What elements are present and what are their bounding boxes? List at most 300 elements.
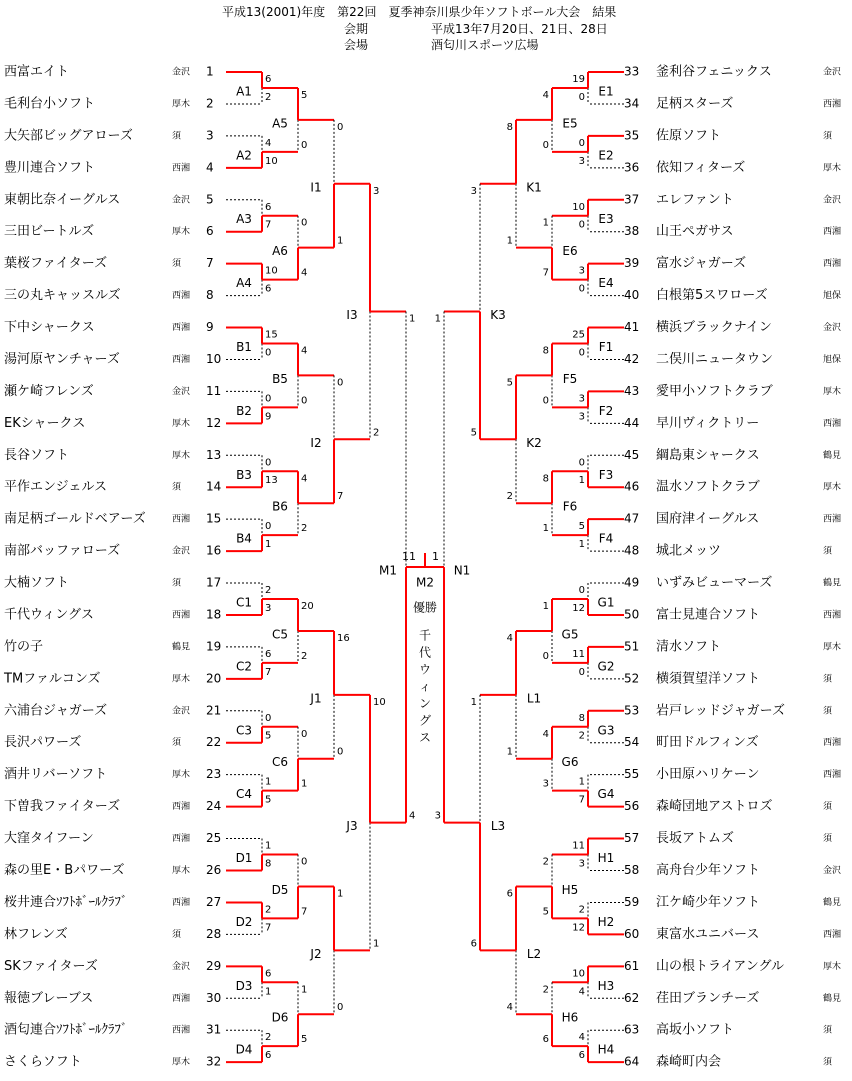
- team-area: 須: [172, 482, 182, 493]
- match-label: E3: [598, 212, 614, 227]
- match-score: 8: [542, 473, 549, 485]
- match-score: 8: [506, 121, 513, 133]
- team-area: 須: [172, 929, 182, 940]
- match-label: B4: [236, 531, 252, 546]
- team-name: 毛利台小ソフト: [4, 96, 96, 112]
- team-number: 11: [206, 383, 222, 398]
- team-number: 22: [206, 735, 222, 750]
- team-name: 西富エイト: [4, 64, 70, 80]
- match-score: 10: [572, 201, 585, 213]
- match-score: 1: [301, 984, 308, 996]
- team-name: 長谷ソフト: [4, 447, 70, 463]
- champion-name-char: ウ: [418, 662, 432, 677]
- team-area: 須: [823, 802, 833, 813]
- match-score: 9: [265, 411, 272, 423]
- team-name: 葉桜ファイターズ: [4, 256, 108, 272]
- team-name: 竹の子: [4, 639, 44, 655]
- team-area: 須: [823, 834, 833, 845]
- match-score: 6: [470, 938, 477, 950]
- team-number: 32: [206, 1054, 222, 1069]
- match-score: 4: [578, 986, 585, 998]
- team-area: 西湘: [823, 99, 842, 110]
- match-score: 1: [434, 313, 441, 325]
- match-label: H1: [597, 851, 615, 866]
- team-number: 36: [624, 160, 640, 175]
- match-score: 12: [572, 922, 585, 934]
- match-score: 0: [578, 666, 585, 678]
- team-name: 下中シャークス: [4, 320, 95, 336]
- match-score: 1: [265, 539, 272, 551]
- team-area: 厚木: [172, 227, 191, 238]
- team-number: 34: [624, 96, 640, 111]
- match-score: 0: [301, 728, 308, 740]
- match-score: 0: [265, 712, 272, 724]
- team-name: 清水ソフト: [656, 639, 722, 655]
- team-number: 62: [624, 990, 640, 1005]
- match-score: 6: [265, 283, 272, 295]
- team-name: 山王ペガサス: [656, 224, 734, 240]
- venue-label: 会場: [344, 38, 369, 52]
- match-score: 11: [572, 648, 585, 660]
- team-area: 鶴見: [823, 450, 842, 461]
- match-label: C2: [235, 659, 253, 674]
- match-score: 0: [265, 521, 272, 533]
- match-label: A2: [236, 148, 252, 163]
- match-score: 8: [578, 712, 585, 724]
- team-name: 報徳ブレーブス: [4, 990, 94, 1006]
- team-area: 金沢: [172, 195, 191, 206]
- team-area: 厚木: [823, 386, 842, 397]
- team-area: 西湘: [172, 514, 191, 525]
- match-score: 25: [572, 329, 585, 341]
- team-name: 国府津イーグルス: [656, 511, 760, 527]
- team-area: 旭保: [823, 354, 842, 365]
- match-score: 3: [265, 602, 272, 614]
- team-name: 長坂アトムズ: [656, 831, 735, 847]
- match-score: 3: [578, 858, 585, 870]
- team-number: 51: [624, 639, 640, 654]
- champion-label: 優勝: [412, 600, 438, 615]
- match-label: B1: [236, 339, 252, 354]
- match-label: N1: [453, 563, 471, 578]
- match-score: 4: [542, 728, 549, 740]
- match-label: E1: [598, 84, 614, 99]
- team-name: 桜井連合ｿﾌﾄﾎﾞｰﾙｸﾗﾌﾞ: [4, 894, 128, 910]
- match-score: 4: [506, 632, 513, 644]
- match-label: H5: [561, 882, 579, 897]
- match-score: 6: [506, 888, 513, 900]
- team-number: 7: [206, 256, 214, 271]
- team-number: 39: [624, 256, 640, 271]
- team-name: 高坂小ソフト: [656, 1022, 735, 1038]
- team-area: 西湘: [172, 354, 191, 365]
- team-name: 白根第5スワローズ: [656, 288, 768, 304]
- match-score: 0: [578, 283, 585, 295]
- match-score: 0: [578, 347, 585, 359]
- match-score: 1: [578, 776, 585, 788]
- team-area: 西湘: [823, 610, 842, 621]
- team-area: 西湘: [172, 1025, 191, 1036]
- match-score: 0: [301, 217, 308, 229]
- match-label: J3: [346, 819, 358, 834]
- team-area: 厚木: [172, 674, 191, 685]
- match-score: 0: [301, 395, 308, 407]
- match-score: 5: [265, 794, 272, 806]
- team-area: 須: [823, 706, 833, 717]
- team-number: 35: [624, 128, 640, 143]
- match-label: L2: [526, 946, 542, 961]
- match-score: 5: [542, 906, 549, 918]
- team-number: 54: [624, 735, 640, 750]
- match-score: 6: [542, 1034, 549, 1046]
- team-area: 厚木: [823, 482, 842, 493]
- team-name: 林フレンズ: [4, 926, 68, 942]
- team-area: 厚木: [823, 961, 842, 972]
- team-number: 61: [624, 958, 640, 973]
- match-score: 1: [265, 986, 272, 998]
- match-label: M1: [379, 563, 397, 578]
- team-area: 西湘: [823, 259, 842, 270]
- match-score: 7: [265, 666, 272, 678]
- match-score: 10: [572, 968, 585, 980]
- team-name: 町田ドルフィンズ: [656, 735, 759, 751]
- match-label: H4: [597, 1042, 615, 1057]
- match-label: K1: [526, 180, 542, 195]
- match-score: 1: [337, 235, 344, 247]
- team-area: 西湘: [172, 993, 191, 1004]
- match-label: C5: [271, 627, 289, 642]
- match-score: 0: [578, 91, 585, 103]
- team-number: 24: [206, 799, 222, 814]
- match-label: H3: [597, 978, 615, 993]
- team-number: 6: [206, 224, 214, 239]
- team-area: 厚木: [172, 418, 191, 429]
- match-score: 0: [578, 457, 585, 469]
- match-label: D2: [235, 914, 253, 929]
- team-area: 須: [172, 131, 182, 142]
- team-area: 厚木: [172, 770, 191, 781]
- team-name: 下曽我ファイターズ: [4, 799, 121, 815]
- match-score: 1: [409, 313, 416, 325]
- match-score: 7: [265, 922, 272, 934]
- team-number: 4: [206, 160, 214, 175]
- team-number: 20: [206, 671, 222, 686]
- team-area: 金沢: [823, 67, 842, 78]
- match-label: J1: [310, 691, 322, 706]
- match-score: 6: [265, 1050, 272, 1062]
- team-area: 須: [823, 674, 833, 685]
- team-number: 63: [624, 1022, 640, 1037]
- match-score: 0: [578, 585, 585, 597]
- match-score: 0: [337, 1002, 344, 1014]
- team-area: 鶴見: [172, 642, 191, 653]
- final-score-left: 11: [402, 550, 416, 563]
- match-label: B2: [236, 403, 252, 418]
- team-number: 29: [206, 958, 222, 973]
- team-number: 46: [624, 479, 640, 494]
- team-number: 27: [206, 894, 222, 909]
- match-label: H2: [597, 914, 615, 929]
- team-area: 厚木: [172, 450, 191, 461]
- match-label: L1: [526, 691, 542, 706]
- match-score: 5: [301, 89, 308, 101]
- team-number: 31: [206, 1022, 222, 1037]
- team-name: 横須賀望洋ソフト: [656, 671, 761, 687]
- tournament-title: 平成13(2001)年度 第22回 夏季神奈川県少年ソフトボール大会 結果: [222, 5, 617, 19]
- team-name: いずみビューマーズ: [656, 575, 773, 591]
- match-label: E4: [598, 276, 614, 291]
- team-number: 45: [624, 447, 640, 462]
- team-area: 西湘: [172, 291, 191, 302]
- match-score: 3: [578, 393, 585, 405]
- team-name: 横浜ブラックナイン: [656, 320, 772, 336]
- team-area: 須: [172, 259, 182, 270]
- match-label: G6: [561, 755, 579, 770]
- team-area: 金沢: [172, 706, 191, 717]
- match-score: 1: [578, 539, 585, 551]
- match-score: 4: [301, 345, 308, 357]
- team-area: 須: [823, 546, 833, 557]
- match-label: G2: [597, 659, 615, 674]
- team-area: 鶴見: [823, 897, 842, 908]
- match-score: 3: [373, 185, 380, 197]
- team-name: 依知フィターズ: [656, 160, 746, 176]
- match-score: 7: [301, 906, 308, 918]
- team-area: 須: [172, 578, 182, 589]
- match-score: 0: [578, 219, 585, 231]
- match-score: 5: [470, 427, 477, 439]
- team-number: 15: [206, 511, 222, 526]
- team-number: 1: [206, 64, 214, 79]
- match-label: G1: [597, 595, 615, 610]
- match-score: 1: [542, 217, 549, 229]
- match-label: L3: [490, 819, 506, 834]
- team-name: 綱島東シャークス: [656, 447, 760, 463]
- match-label: B5: [272, 371, 288, 386]
- match-label: C1: [235, 595, 253, 610]
- champion-name-char: ス: [418, 730, 432, 745]
- team-name: 足柄スターズ: [656, 96, 734, 112]
- team-area: 須: [823, 1025, 833, 1036]
- match-score: 0: [265, 347, 272, 359]
- match-score: 1: [470, 696, 477, 708]
- match-label: A5: [272, 116, 288, 131]
- team-number: 8: [206, 288, 214, 303]
- team-number: 9: [206, 320, 214, 335]
- team-number: 44: [624, 415, 640, 430]
- team-area: 西湘: [172, 323, 191, 334]
- team-area: 西湘: [823, 738, 842, 749]
- team-name: 佐原ソフト: [656, 128, 722, 144]
- date-label: 会期: [344, 22, 369, 36]
- match-label: D6: [271, 1010, 289, 1025]
- team-number: 14: [206, 479, 222, 494]
- match-score: 7: [265, 219, 272, 231]
- match-score: 7: [578, 794, 585, 806]
- team-name: 東朝比奈イーグルス: [4, 192, 121, 208]
- match-score: 1: [373, 938, 380, 950]
- team-number: 18: [206, 607, 222, 622]
- match-score: 6: [265, 201, 272, 213]
- match-score: 10: [265, 265, 278, 277]
- team-name: 温水ソフトクラブ: [656, 479, 760, 495]
- match-score: 5: [578, 521, 585, 533]
- team-number: 50: [624, 607, 640, 622]
- match-label: C4: [235, 787, 253, 802]
- match-label: D5: [271, 882, 289, 897]
- match-score: 1: [506, 235, 513, 247]
- venue-value: 酒匂川スポーツ広場: [431, 38, 539, 52]
- team-name: 三田ビートルズ: [4, 224, 95, 240]
- team-name: 富士見連合ソフト: [656, 607, 761, 623]
- match-score: 12: [572, 602, 585, 614]
- match-label: C3: [235, 723, 253, 738]
- match-label: G5: [561, 627, 579, 642]
- match-label: K3: [490, 308, 506, 323]
- team-area: 須: [172, 738, 182, 749]
- match-score: 3: [434, 810, 441, 822]
- team-area: 西湘: [823, 514, 842, 525]
- match-score: 5: [265, 730, 272, 742]
- team-name: 早川ヴィクトリー: [656, 415, 760, 431]
- match-label: F3: [598, 467, 614, 482]
- team-number: 59: [624, 894, 640, 909]
- match-score: 0: [301, 856, 308, 868]
- team-name: EKシャークス: [4, 415, 86, 431]
- match-score: 4: [409, 810, 416, 822]
- team-number: 57: [624, 831, 640, 846]
- team-name: 小田原ハリケーン: [656, 767, 760, 783]
- team-name: 三の丸キャッスルズ: [4, 288, 121, 304]
- team-number: 40: [624, 288, 640, 303]
- match-score: 2: [301, 650, 308, 662]
- team-name: 釜利谷フェニックス: [656, 64, 772, 80]
- match-label: A6: [272, 244, 288, 259]
- team-area: 厚木: [172, 99, 191, 110]
- match-score: 0: [542, 139, 549, 151]
- team-number: 5: [206, 192, 214, 207]
- match-score: 4: [578, 1032, 585, 1044]
- match-label: A1: [236, 84, 252, 99]
- team-name: 高舟台少年ソフト: [656, 863, 761, 878]
- team-number: 42: [624, 351, 640, 366]
- team-area: 金沢: [172, 386, 191, 397]
- match-label: F5: [562, 371, 578, 386]
- team-number: 43: [624, 383, 640, 398]
- match-score: 3: [542, 778, 549, 790]
- match-label: K2: [526, 435, 542, 450]
- team-area: 厚木: [823, 642, 842, 653]
- team-number: 3: [206, 128, 214, 143]
- match-score: 8: [542, 345, 549, 357]
- match-score: 7: [337, 491, 344, 503]
- match-label: F4: [598, 531, 614, 546]
- team-name: 豊川連合ソフト: [4, 160, 96, 176]
- team-area: 須: [823, 131, 833, 142]
- match-score: 0: [301, 139, 308, 151]
- team-number: 12: [206, 415, 222, 430]
- team-name: 富水ジャガーズ: [656, 256, 747, 272]
- team-name: 南部バッファローズ: [4, 543, 121, 559]
- team-name: 平作エンジェルス: [4, 479, 108, 495]
- match-score: 15: [265, 329, 278, 341]
- match-label: D4: [235, 1042, 253, 1057]
- match-score: 1: [337, 888, 344, 900]
- champion-name-char: ィ: [418, 679, 432, 694]
- match-score: 4: [542, 89, 549, 101]
- date-value: 平成13年7月20日、21日、28日: [431, 22, 608, 36]
- match-score: 1: [265, 840, 272, 852]
- team-area: 西湘: [823, 770, 842, 781]
- match-score: 0: [265, 393, 272, 405]
- match-score: 2: [301, 523, 308, 535]
- champion-name-char: ン: [418, 696, 432, 711]
- team-name: 森の里E・Bパワーズ: [4, 863, 125, 878]
- champion-name-char: 代: [418, 645, 432, 660]
- team-number: 30: [206, 990, 222, 1005]
- team-number: 10: [206, 351, 222, 366]
- match-label: E6: [562, 244, 578, 259]
- match-label: I1: [310, 180, 322, 195]
- match-label: E5: [562, 116, 578, 131]
- team-name: エレファント: [656, 192, 734, 208]
- match-label: F6: [562, 499, 578, 514]
- match-score: 1: [265, 776, 272, 788]
- team-name: 長沢パワーズ: [4, 735, 82, 751]
- team-number: 33: [624, 64, 640, 79]
- team-area: 金沢: [823, 866, 842, 876]
- match-score: 4: [301, 473, 308, 485]
- match-label: E2: [598, 148, 614, 163]
- champion-name-char: 千: [418, 628, 432, 643]
- match-label: A4: [236, 276, 252, 291]
- match-label: J2: [310, 946, 322, 961]
- team-number: 16: [206, 543, 222, 558]
- team-area: 金沢: [172, 67, 191, 78]
- match-score: 2: [265, 585, 272, 597]
- team-area: 西湘: [172, 802, 191, 813]
- match-label: G3: [597, 723, 615, 738]
- team-name: TMファルコンズ: [4, 671, 101, 687]
- team-number: 55: [624, 767, 640, 782]
- team-number: 37: [624, 192, 640, 207]
- match-score: 2: [542, 856, 549, 868]
- team-area: 厚木: [172, 866, 191, 876]
- match-score: 8: [265, 858, 272, 870]
- match-score: 3: [578, 265, 585, 277]
- match-score: 5: [506, 377, 513, 389]
- team-number: 21: [206, 703, 222, 718]
- team-number: 17: [206, 575, 222, 590]
- team-name: 酒井リバーソフト: [4, 767, 108, 783]
- team-number: 48: [624, 543, 640, 558]
- team-area: 金沢: [823, 195, 842, 206]
- team-name: さくらソフト: [4, 1054, 82, 1070]
- team-name: 森崎団地アストロズ: [656, 799, 773, 815]
- team-name: 千代ウィングス: [4, 607, 94, 623]
- match-score: 2: [265, 1032, 272, 1044]
- team-name: 山の根トライアングル: [656, 958, 785, 974]
- match-score: 0: [337, 121, 344, 133]
- match-score: 4: [506, 1002, 513, 1014]
- team-number: 19: [206, 639, 222, 654]
- match-label: D3: [235, 978, 253, 993]
- match-label: A3: [236, 212, 252, 227]
- team-area: 厚木: [823, 163, 842, 174]
- team-name: 大楠ソフト: [4, 575, 70, 591]
- team-area: 西湘: [823, 227, 842, 238]
- team-number: 26: [206, 863, 222, 877]
